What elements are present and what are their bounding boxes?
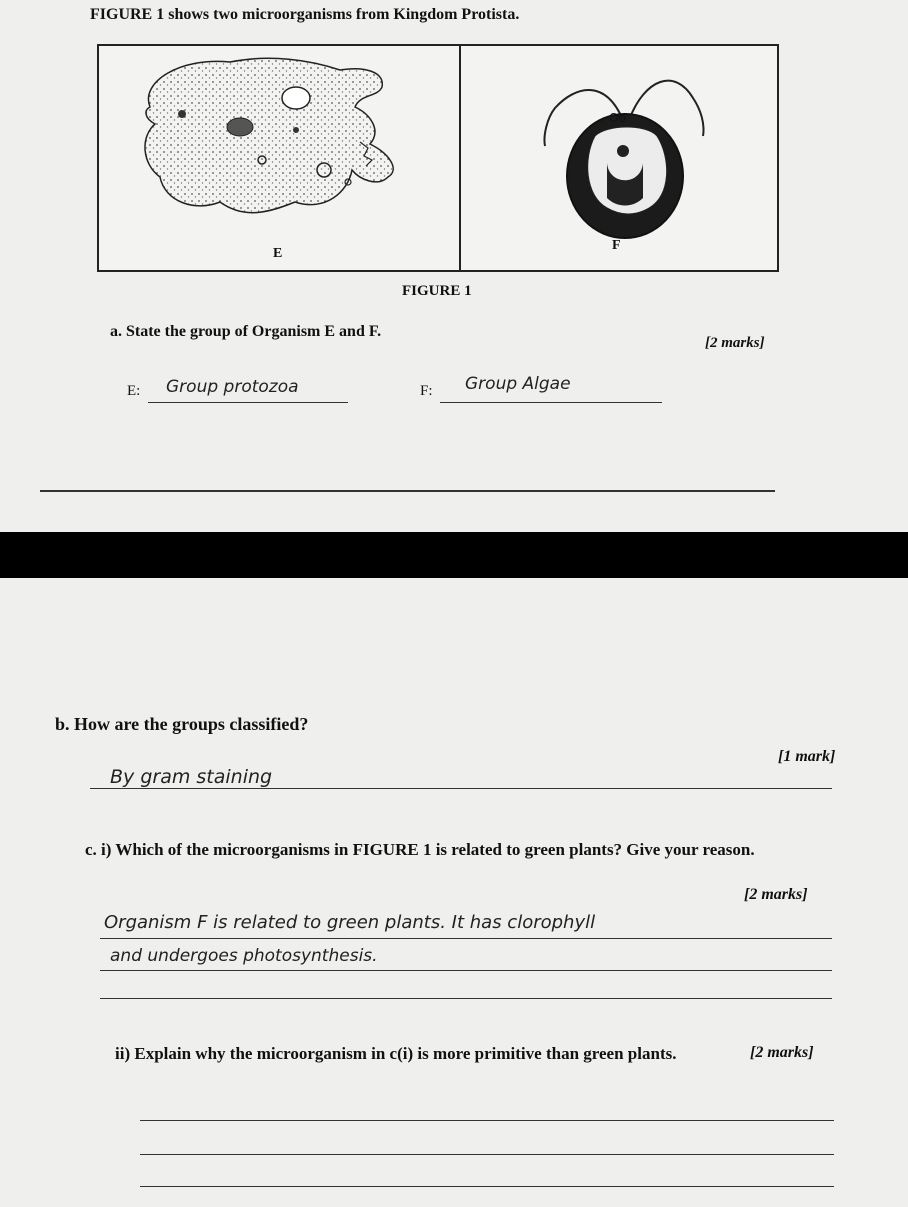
marks-b: [1 mark] [778,748,836,765]
answer-c-i-line1-text: Organism F is related to green plants. It has clorophyll [104,912,596,933]
question-b: b. How are the groups classified? [55,714,309,734]
answer-c-i-line3 [100,998,832,999]
answer-c-i-line2-text: and undergoes photosynthesis. [110,946,378,966]
answer-c-ii-line1 [140,1120,834,1121]
question-c-i: c. i) Which of the microorganisms in FIGURE 1 is related to green plants? Give your reason. [85,840,755,859]
nucleus [617,145,629,157]
marks-c-ii: [2 marks] [750,1044,814,1061]
answer-c-ii-line2 [140,1154,834,1155]
answer-c-i-line2 [100,970,832,971]
food-vacuole [293,127,299,133]
answer-e-line [148,402,348,403]
marks-c-i: [2 marks] [744,886,808,903]
answer-e-label: E: [127,383,141,399]
amoeba-body [145,58,393,212]
answer-b-text: By gram staining [110,766,273,788]
answer-f-label: F: [420,383,433,399]
intro-text: FIGURE 1 shows two microorganisms from Kingdom Protista. [90,6,520,23]
figure-divider [459,44,461,270]
answer-b-line [90,788,832,789]
nucleus [227,118,253,136]
eyespot-label: Oo [609,111,626,125]
amoeba-illustration [120,52,420,242]
answer-f-text: Group Algae [465,374,571,394]
worksheet-page-top [0,0,908,532]
question-a: a. State the group of Organism E and F. [110,323,382,340]
question-c-ii: ii) Explain why the microorganism in c(i) is more primitive than green plants. [115,1044,677,1063]
answer-f-line [440,402,662,403]
figure-label-f: F [612,238,621,253]
food-vacuole [178,110,186,118]
answer-e-text: Group protozoa [166,377,299,397]
marks-a: [2 marks] [705,335,765,351]
contractile-vacuole [282,87,310,109]
worksheet-page-bottom [0,578,908,1207]
figure-label-e: E [273,246,283,261]
answer-c-i-line1 [100,938,832,939]
answer-c-ii-line3 [140,1186,834,1187]
page-bottom-rule [40,490,775,492]
figure-caption: FIGURE 1 [402,283,472,299]
chlamydomonas-illustration [525,58,725,248]
